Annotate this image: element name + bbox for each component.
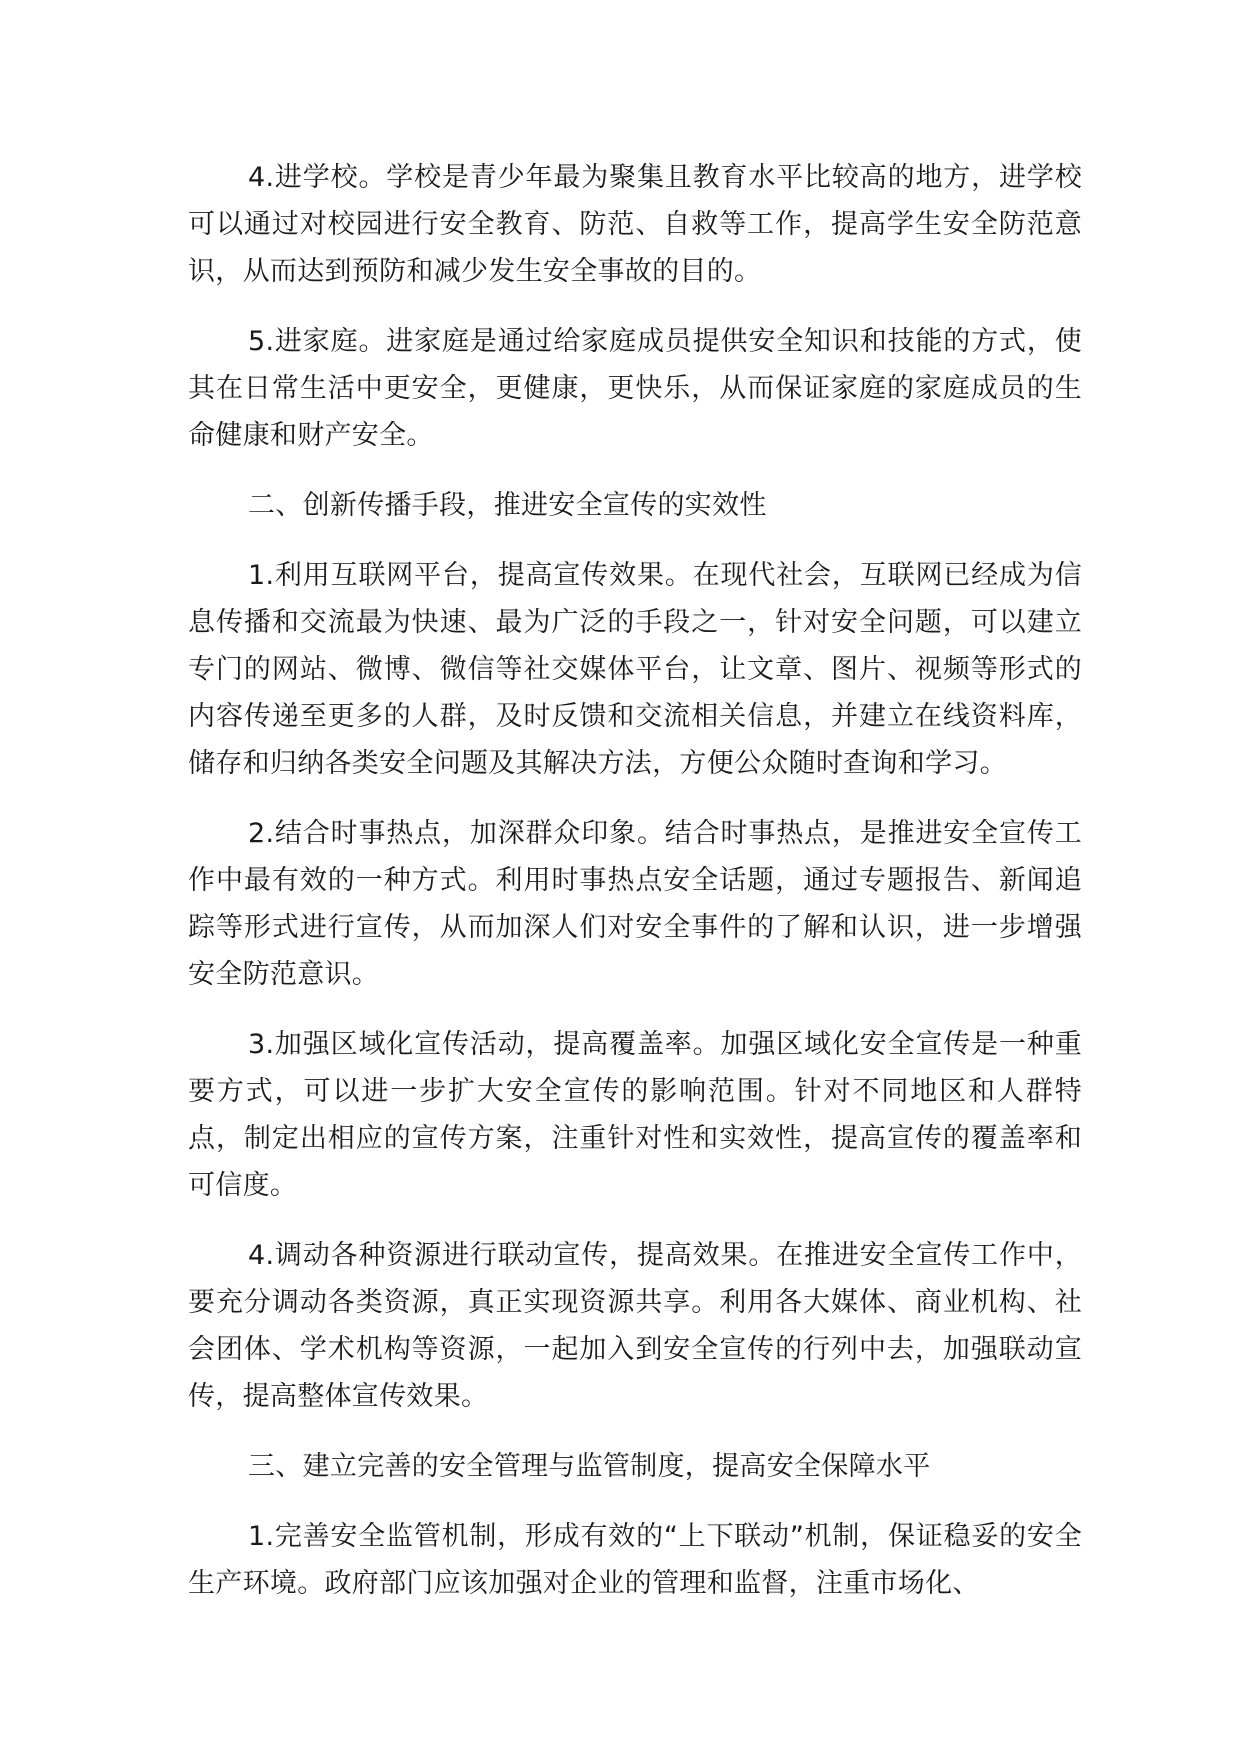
paragraph-family: 5.进家庭。进家庭是通过给家庭成员提供安全知识和技能的方式，使其在日常生活中更安全，更健康，更快乐，从而保证家庭的家庭成员的生命健康和财产安全。 — [188, 326, 1082, 451]
section-heading-3: 三、建立完善的安全管理与监管制度，提高安全保障水平 — [248, 1451, 931, 1482]
paragraph-school: 4.进学校。学校是青少年最为聚集且教育水平比较高的地方，进学校可以通过对校园进行安全教育、防范、自救等工作，提高学生安全防范意识，从而达到预防和减少发生安全事故的目的。 — [188, 162, 1082, 287]
paragraph-current-events: 2.结合时事热点，加深群众印象。结合时事热点，是推进安全宣传工作中最有效的一种方式。利用时事热点安全话题，通过专题报告、新闻追踪等形式进行宣传，从而加深人们对安全事件的了解和认识，进一步增强安全防范意识。 — [188, 818, 1082, 990]
paragraph-internet: 1.利用互联网平台，提高宣传效果。在现代社会，互联网已经成为信息传播和交流最为快速、最为广泛的手段之一，针对安全问题，可以建立专门的网站、微博、微信等社交媒体平台，让文章、图片、视频等形式的内容传递至更多的人群，及时反馈和交流相关信息，并建立在线资料库，储存和归纳各类安全问题及其解决方法，方便公众随时查询和学习。 — [188, 560, 1082, 779]
section-heading-2: 二、创新传播手段，推进安全宣传的实效性 — [248, 490, 767, 521]
paragraph-regional: 3.加强区域化宣传活动，提高覆盖率。加强区域化安全宣传是一种重要方式，可以进一步扩大安全宣传的影响范围。针对不同地区和人群特点，制定出相应的宣传方案，注重针对性和实效性，提高宣传的覆盖率和可信度。 — [188, 1029, 1082, 1201]
paragraph-resources: 4.调动各种资源进行联动宣传，提高效果。在推进安全宣传工作中，要充分调动各类资源，真正实现资源共享。利用各大媒体、商业机构、社会团体、学术机构等资源，一起加入到安全宣传的行列中去，加强联动宣传，提高整体宣传效果。 — [188, 1240, 1082, 1412]
paragraph-supervision: 1.完善安全监管机制，形成有效的“上下联动”机制，保证稳妥的安全生产环境。政府部门应该加强对企业的管理和监督，注重市场化、 — [188, 1521, 1082, 1599]
document-body — [188, 154, 1082, 1630]
